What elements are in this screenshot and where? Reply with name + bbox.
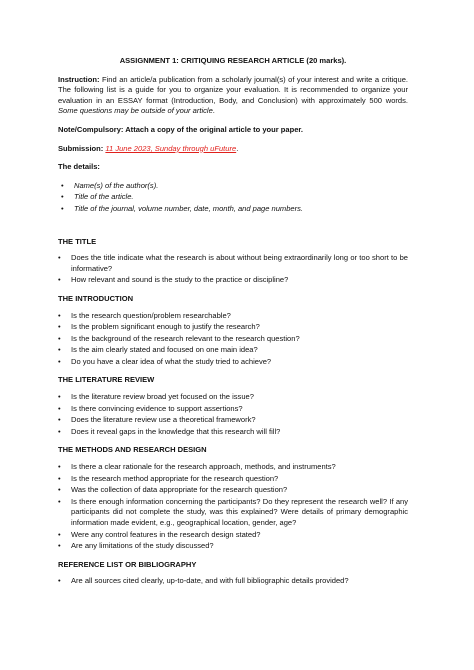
list-item: • Is there enough information concerning the participants? Do they represent the research well? If any participants did not complete the study, was this explained? Were details of primary demographic information made evident, e.g., geographical location, gender, age? — [58, 497, 408, 529]
instruction-end: . — [212, 106, 215, 116]
list-item: • Are any limitations of the study discussed? — [58, 541, 408, 552]
list-item: • Does the literature review use a theoretical framework? — [58, 415, 408, 426]
assignment-title: ASSIGNMENT 1: CRITIQUING RESEARCH ARTICLE (20 marks). — [119, 56, 347, 65]
list-item: • Is the background of the research relevant to the research question? — [58, 334, 408, 345]
submission-date: 11 June 2023, Sunday through uFuture — [105, 143, 237, 153]
instruction-label: Instruction: — [58, 74, 100, 84]
list-item: • Is the problem significant enough to justify the research? — [58, 322, 408, 333]
instruction-text: Find an article/a publication from a scholarly journal(s) of your interest and write a critique. The following list is a guide for you to organize your evaluation. It is recommended to organize your evaluation in an ESSAY format (Introduction, Body, and Conclusion) with approximately 500 words. — [58, 74, 408, 105]
list-item: • Were any control features in the research design stated? — [58, 530, 408, 541]
submission-line — [58, 144, 408, 155]
section-heading-introduction: THE INTRODUCTION — [58, 293, 134, 303]
list-item: • Do you have a clear idea of what the study tried to achieve? — [58, 357, 408, 368]
references-questions — [58, 576, 408, 587]
submission-label: Submission: — [58, 143, 104, 153]
list-item: • Are all sources cited clearly, up-to-date, and with full bibliographic details provided? — [58, 576, 408, 587]
section-heading-literature-review: THE LITERATURE REVIEW — [58, 375, 155, 385]
list-item: • Is the literature review broad yet focused on the issue? — [58, 392, 408, 403]
submission-end: . — [236, 143, 239, 153]
section-heading-references: REFERENCE LIST OR BIBLIOGRAPHY — [58, 559, 197, 569]
instruction-italic: Some questions may be outside of your article — [58, 106, 213, 116]
section-heading-methods: THE METHODS AND RESEARCH DESIGN — [58, 445, 207, 455]
list-item: • Is there convincing evidence to support assertions? — [58, 404, 408, 415]
list-item: • Does it reveal gaps in the knowledge that this research will fill? — [58, 427, 408, 438]
list-item: • Does the title indicate what the research is about without being extraordinarily long or too short to be informative? — [58, 253, 408, 274]
list-item: • Is the research method appropriate for the research question? — [58, 474, 408, 485]
list-item: • Is there a clear rationale for the research approach, methods, and instruments? — [58, 462, 408, 473]
list-item: • Is the research question/problem researchable? — [58, 311, 408, 322]
section-spacer — [58, 223, 408, 237]
list-item: • Name(s) of the author(s). — [58, 181, 408, 192]
methods-questions — [58, 462, 408, 552]
list-item: • Was the collection of data appropriate for the research question? — [58, 485, 408, 496]
title-questions — [58, 253, 408, 286]
literature-review-questions — [58, 392, 408, 437]
list-item: • Is the aim clearly stated and focused on one main idea? — [58, 345, 408, 356]
list-item: • Title of the journal, volume number, date, month, and page numbers. — [58, 204, 408, 215]
details-heading: The details: — [58, 162, 100, 172]
details-list — [58, 181, 408, 215]
list-item: • How relevant and sound is the study to the practice or discipline? — [58, 275, 408, 286]
introduction-questions — [58, 311, 408, 368]
section-heading-title: THE TITLE — [58, 236, 97, 246]
instruction-paragraph — [58, 75, 408, 117]
list-item: • Title of the article. — [58, 192, 408, 203]
compulsory-note: Note/Compulsory: Attach a copy of the original article to your paper. — [58, 124, 304, 134]
